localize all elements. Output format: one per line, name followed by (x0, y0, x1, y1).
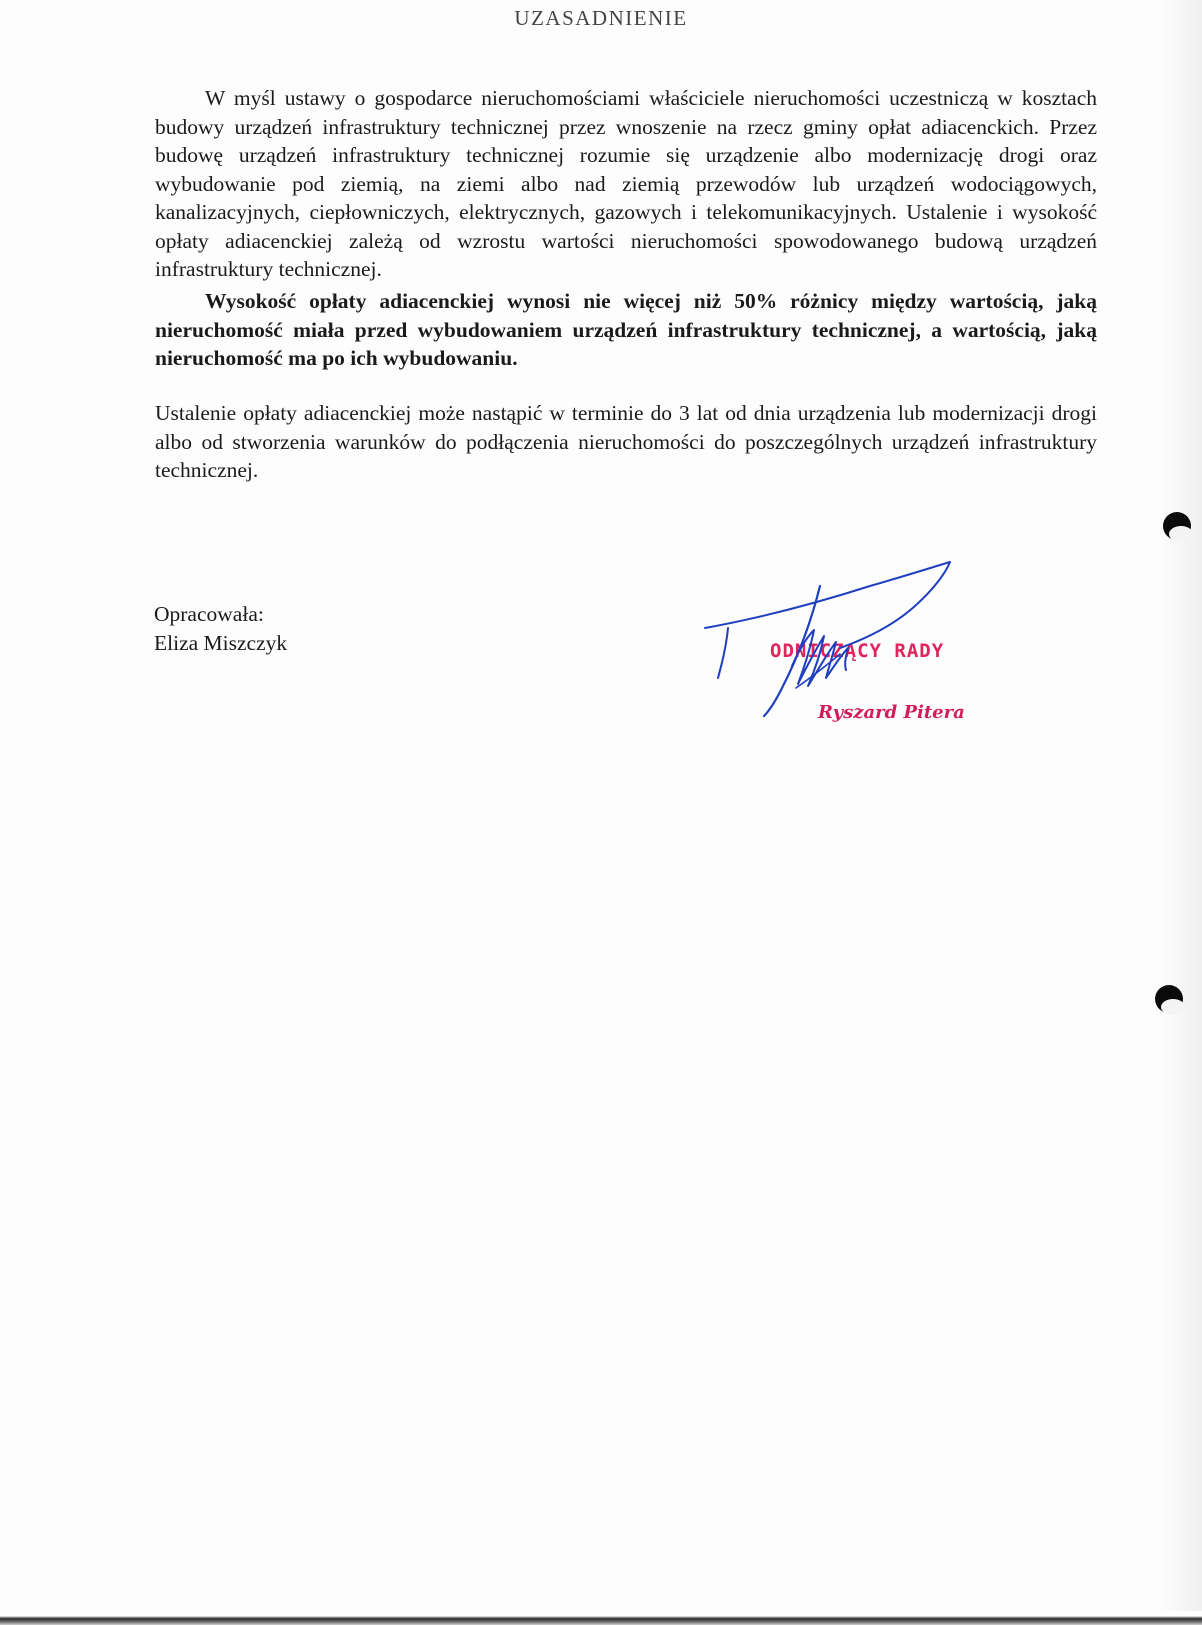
punch-hole-bottom (1155, 985, 1183, 1013)
scan-edge-shade (1160, 0, 1202, 1625)
paragraph-deadline: Ustalenie opłaty adiacenckiej może nastąpić w terminie do 3 lat od dnia urządzenia lub modernizacji drogi albo od stworzenia warunków do podłączenia nieruchomości do poszczególnych urządzeń infrastruktury technicznej. (155, 401, 1097, 482)
stamp-name: Ryszard Pitera (818, 702, 965, 723)
document-title: UZASADNIENIE (514, 6, 688, 30)
prepared-by-label: Opracowała: (154, 602, 264, 626)
prepared-by-name: Eliza Miszczyk (154, 631, 288, 655)
punch-hole-top (1163, 512, 1191, 540)
handwritten-signature (700, 538, 990, 728)
paragraph-fee-amount: Wysokość opłaty adiacenckiej wynosi nie więcej niż 50% różnicy między wartością, jaką nieruchomość miała przed wybudowaniem urządzeń infrastruktury technicznej, a wartością, jaką nieruchomość ma po ich wybudowaniu. (155, 289, 1097, 370)
author-block (154, 600, 287, 658)
scan-bottom-edge (0, 1611, 1202, 1625)
paragraph-intro: W myśl ustawy o gospodarce nieruchomościami właściciele nieruchomości uczestniczą w kosztach budowy urządzeń infrastruktury technicznej przez wnoszenie na rzecz gminy opłat adiacenckich. Przez budowę urządzeń infrastruktury technicznej rozumie się urządzenie albo modernizację drogi oraz wybudowanie pod ziemią, na ziemi albo nad ziemią przewodów lub urządzeń wodociągowych, kanalizacyjnych, ciepłowniczych, elektrycznych, gazowych i telekomunikacyjnych. Ustalenie i wysokość opłaty adiacenckiej zależą od wzrostu wartości nieruchomości spowodowanego budową urządzeń infrastruktury technicznej. (155, 86, 1097, 281)
stamp-title: ODNICZĄCY RADY (770, 640, 945, 662)
